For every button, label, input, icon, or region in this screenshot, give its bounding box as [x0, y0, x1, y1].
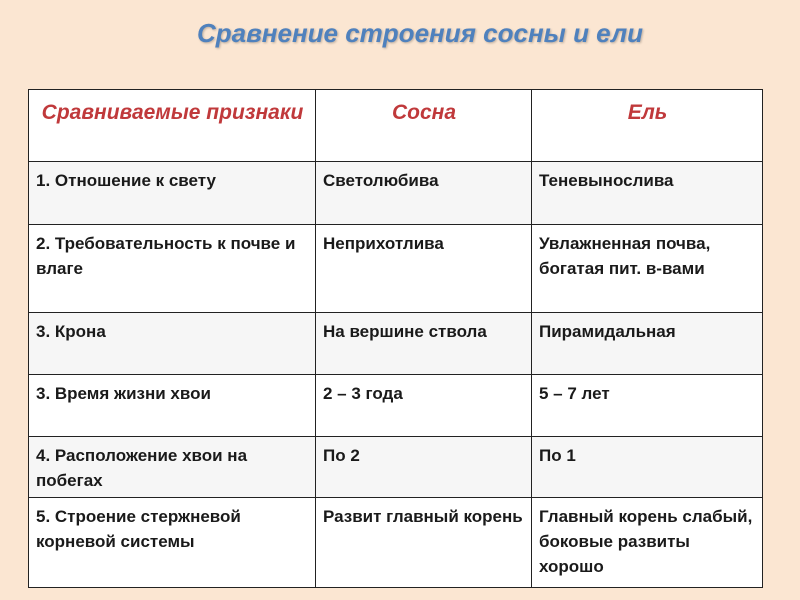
table-row — [29, 375, 763, 437]
table-cell: На вершине ствола — [316, 313, 532, 375]
header-cell-criteria: Сравниваемые признаки — [29, 90, 316, 162]
table-row — [29, 313, 763, 375]
table-cell: По 2 — [316, 437, 532, 498]
table-cell: 5. Строение стержневой корневой системы — [29, 498, 316, 588]
table-cell: 1. Отношение к свету — [29, 162, 316, 225]
table-cell: Пирамидальная — [532, 313, 763, 375]
comparison-table — [28, 89, 763, 588]
table-cell: Развит главный корень — [316, 498, 532, 588]
table-cell: Неприхотлива — [316, 225, 532, 313]
table-cell: 2 – 3 года — [316, 375, 532, 437]
table-row — [29, 162, 763, 225]
table-cell: По 1 — [532, 437, 763, 498]
table-row — [29, 437, 763, 498]
header-row — [29, 90, 763, 162]
table-cell: 5 – 7 лет — [532, 375, 763, 437]
table-cell: Светолюбива — [316, 162, 532, 225]
table-cell: 2. Требовательность к почве и влаге — [29, 225, 316, 313]
header-cell-pine: Сосна — [316, 90, 532, 162]
table-cell: Главный корень слабый, боковые развиты хорошо — [532, 498, 763, 588]
table-cell: Увлажненная почва, богатая пит. в-вами — [532, 225, 763, 313]
table-cell: 3. Время жизни хвои — [29, 375, 316, 437]
header-cell-spruce: Ель — [532, 90, 763, 162]
table-row — [29, 225, 763, 313]
page-title: Сравнение строения сосны и ели — [196, 18, 644, 48]
table-cell: Теневынослива — [532, 162, 763, 225]
table-row — [29, 498, 763, 588]
table-cell: 3. Крона — [29, 313, 316, 375]
table-cell: 4. Расположение хвои на побегах — [29, 437, 316, 498]
